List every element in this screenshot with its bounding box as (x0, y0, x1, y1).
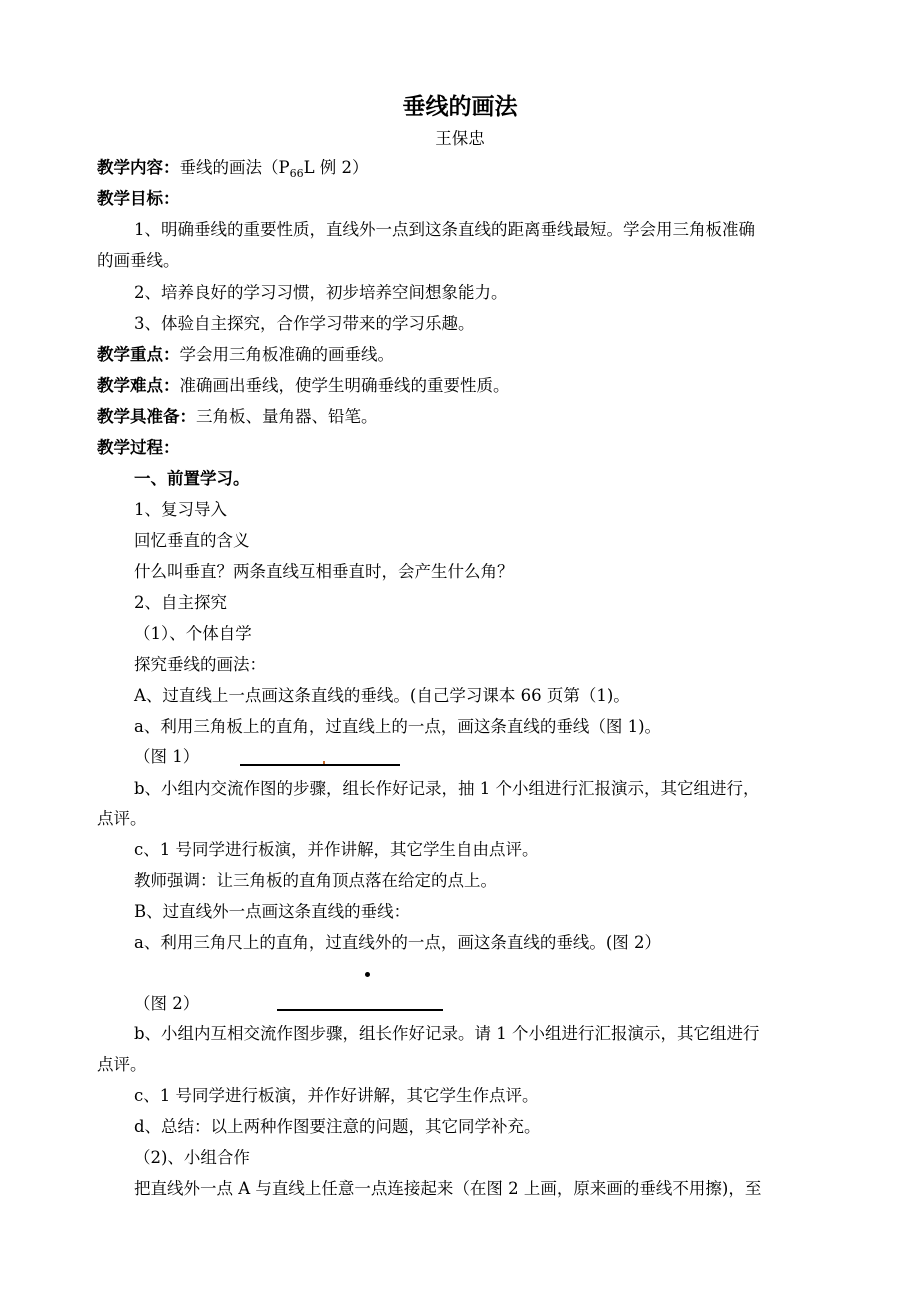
key-point-label: 教学重点： (97, 345, 180, 364)
figure-1-label: （图 1） (134, 747, 200, 766)
key-point-line (97, 344, 394, 366)
goal-1-line-b: 的画垂线。 (97, 251, 180, 270)
difficulty-line (97, 375, 510, 397)
goal-1-line-a: 1、明确垂线的重要性质，直线外一点到这条直线的距离垂线最短。学会用三角板准确 (134, 220, 755, 239)
section-1-heading: 一、前置学习。 (134, 469, 250, 488)
author-name: 王保忠 (435, 129, 485, 148)
process-line-14a: b、小组内互相交流作图步骤，组长作好记录。请 1 个小组进行汇报演示，其它组进行 (134, 1024, 760, 1043)
process-line-2: 回忆垂直的含义 (134, 531, 250, 550)
figure-2-point (365, 972, 370, 977)
process-line-17: （2)、小组合作 (134, 1148, 250, 1167)
tools-text: 三角板、量角器、铅笔。 (196, 407, 378, 426)
content-page-subscript: 66 (289, 167, 304, 180)
process-label: 教学过程： (97, 438, 180, 457)
process-line-7: A、过直线上一点画这条直线的垂线。(自己学习课本 66 页第（1)。 (134, 686, 630, 705)
process-line-9a: b、小组内交流作图的步骤，组长作好记录，抽 1 个小组进行汇报演示，其它组进行， (134, 779, 760, 798)
figure-1-point-mark (323, 761, 325, 764)
goals-label: 教学目标： (97, 189, 180, 208)
difficulty-label: 教学难点： (97, 376, 180, 395)
process-line-13: a、利用三角尺上的直角，过直线外的一点，画这条直线的垂线。(图 2） (134, 933, 662, 952)
content-text-b: L 例 2） (303, 158, 369, 177)
figure-2-label: （图 2） (134, 994, 200, 1013)
goal-2: 2、培养良好的学习习惯，初步培养空间想象能力。 (134, 283, 508, 302)
difficulty-text: 准确画出垂线，使学生明确垂线的重要性质。 (179, 376, 510, 395)
process-line-10: c、1 号同学进行板演，并作讲解，其它学生自由点评。 (134, 840, 539, 859)
content-text-a: 垂线的画法（P (179, 158, 290, 177)
process-line-5: （1）、个体自学 (134, 624, 252, 643)
figure-1-straight-line (240, 764, 400, 766)
process-line-3: 什么叫垂直？两条直线互相垂直时，会产生什么角？ (134, 562, 514, 581)
goal-3: 3、体验自主探究，合作学习带来的学习乐趣。 (134, 314, 475, 333)
tools-line (97, 406, 378, 428)
process-line-15: c、1 号同学进行板演，并作好讲解，其它学生作点评。 (134, 1086, 539, 1105)
content-line (97, 157, 369, 185)
figure-2-straight-line (277, 1009, 443, 1011)
process-line-11: 教师强调：让三角板的直角顶点落在给定的点上。 (134, 871, 497, 890)
process-line-9b: 点评。 (97, 809, 147, 828)
process-line-4: 2、自主探究 (134, 593, 227, 612)
document-title: 垂线的画法 (402, 94, 518, 120)
process-line-18: 把直线外一点 A 与直线上任意一点连接起来（在图 2 上画，原来画的垂线不用擦)，至 (134, 1179, 762, 1198)
key-point-text: 学会用三角板准确的画垂线。 (179, 345, 394, 364)
process-line-12: B、过直线外一点画这条直线的垂线： (134, 902, 411, 921)
tools-label: 教学具准备： (97, 407, 196, 426)
process-line-1: 1、复习导入 (134, 500, 227, 519)
process-line-14b: 点评。 (97, 1055, 147, 1074)
process-line-8: a、利用三角板上的直角，过直线上的一点，画这条直线的垂线（图 1)。 (134, 717, 662, 736)
content-label: 教学内容： (97, 158, 180, 177)
process-line-6: 探究垂线的画法： (134, 655, 266, 674)
process-line-16: d、总结：以上两种作图要注意的问题，其它同学补充。 (134, 1117, 541, 1136)
